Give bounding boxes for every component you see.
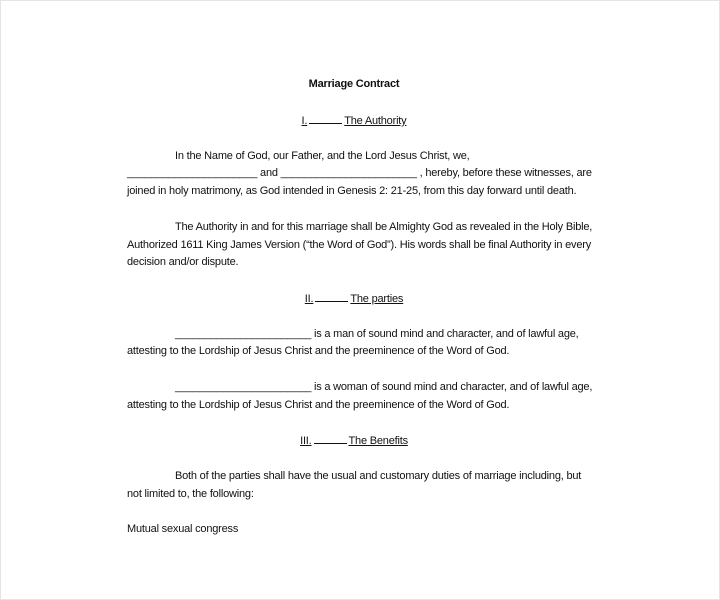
paragraph-line: The Authority in and for this marriage shall be Almighty God as revealed in the Holy Bible,	[175, 221, 593, 233]
section-heading-authority	[1, 113, 707, 128]
section-title: The parties	[350, 293, 404, 305]
paragraph-line: decision and/or dispute.	[127, 256, 239, 268]
paragraph-line: Both of the parties shall have the usual and customary duties of marriage including, but	[175, 470, 582, 482]
section-number: III.	[300, 435, 312, 447]
paragraph-line: _______________________ is a man of sound mind and character, and of lawful age,	[175, 328, 579, 340]
document-title: Marriage Contract	[308, 78, 400, 90]
paragraph-line: attesting to the Lordship of Jesus Christ and the preeminence of the Word of God.	[127, 345, 510, 357]
paragraph-line: _______________________ is a woman of sound mind and character, and of lawful age,	[175, 381, 593, 393]
section-title: The Authority	[344, 115, 407, 127]
paragraph-line: joined in holy matrimony, as God intended in Genesis 2: 21-25, from this day forward until death.	[127, 185, 577, 197]
paragraph-line: attesting to the Lordship of Jesus Christ and the preeminence of the Word of God.	[127, 399, 510, 411]
section-number: I.	[301, 115, 308, 127]
paragraph-line: not limited to, the following:	[127, 488, 254, 500]
section-number: II.	[304, 293, 314, 305]
paragraph-line: ______________________ and _______________________ , hereby, before these witnesses, are	[127, 167, 592, 179]
section-title: The Benefits	[348, 435, 408, 447]
paragraph-line: Authorized 1611 King James Version (“the Word of God”). His words shall be final Authority in every	[127, 239, 592, 251]
section-heading-benefits	[1, 433, 707, 448]
section-heading-parties	[1, 291, 707, 306]
paragraph-line: In the Name of God, our Father, and the Lord Jesus Christ, we,	[175, 150, 470, 162]
paragraph-line: Mutual sexual congress	[127, 523, 239, 535]
